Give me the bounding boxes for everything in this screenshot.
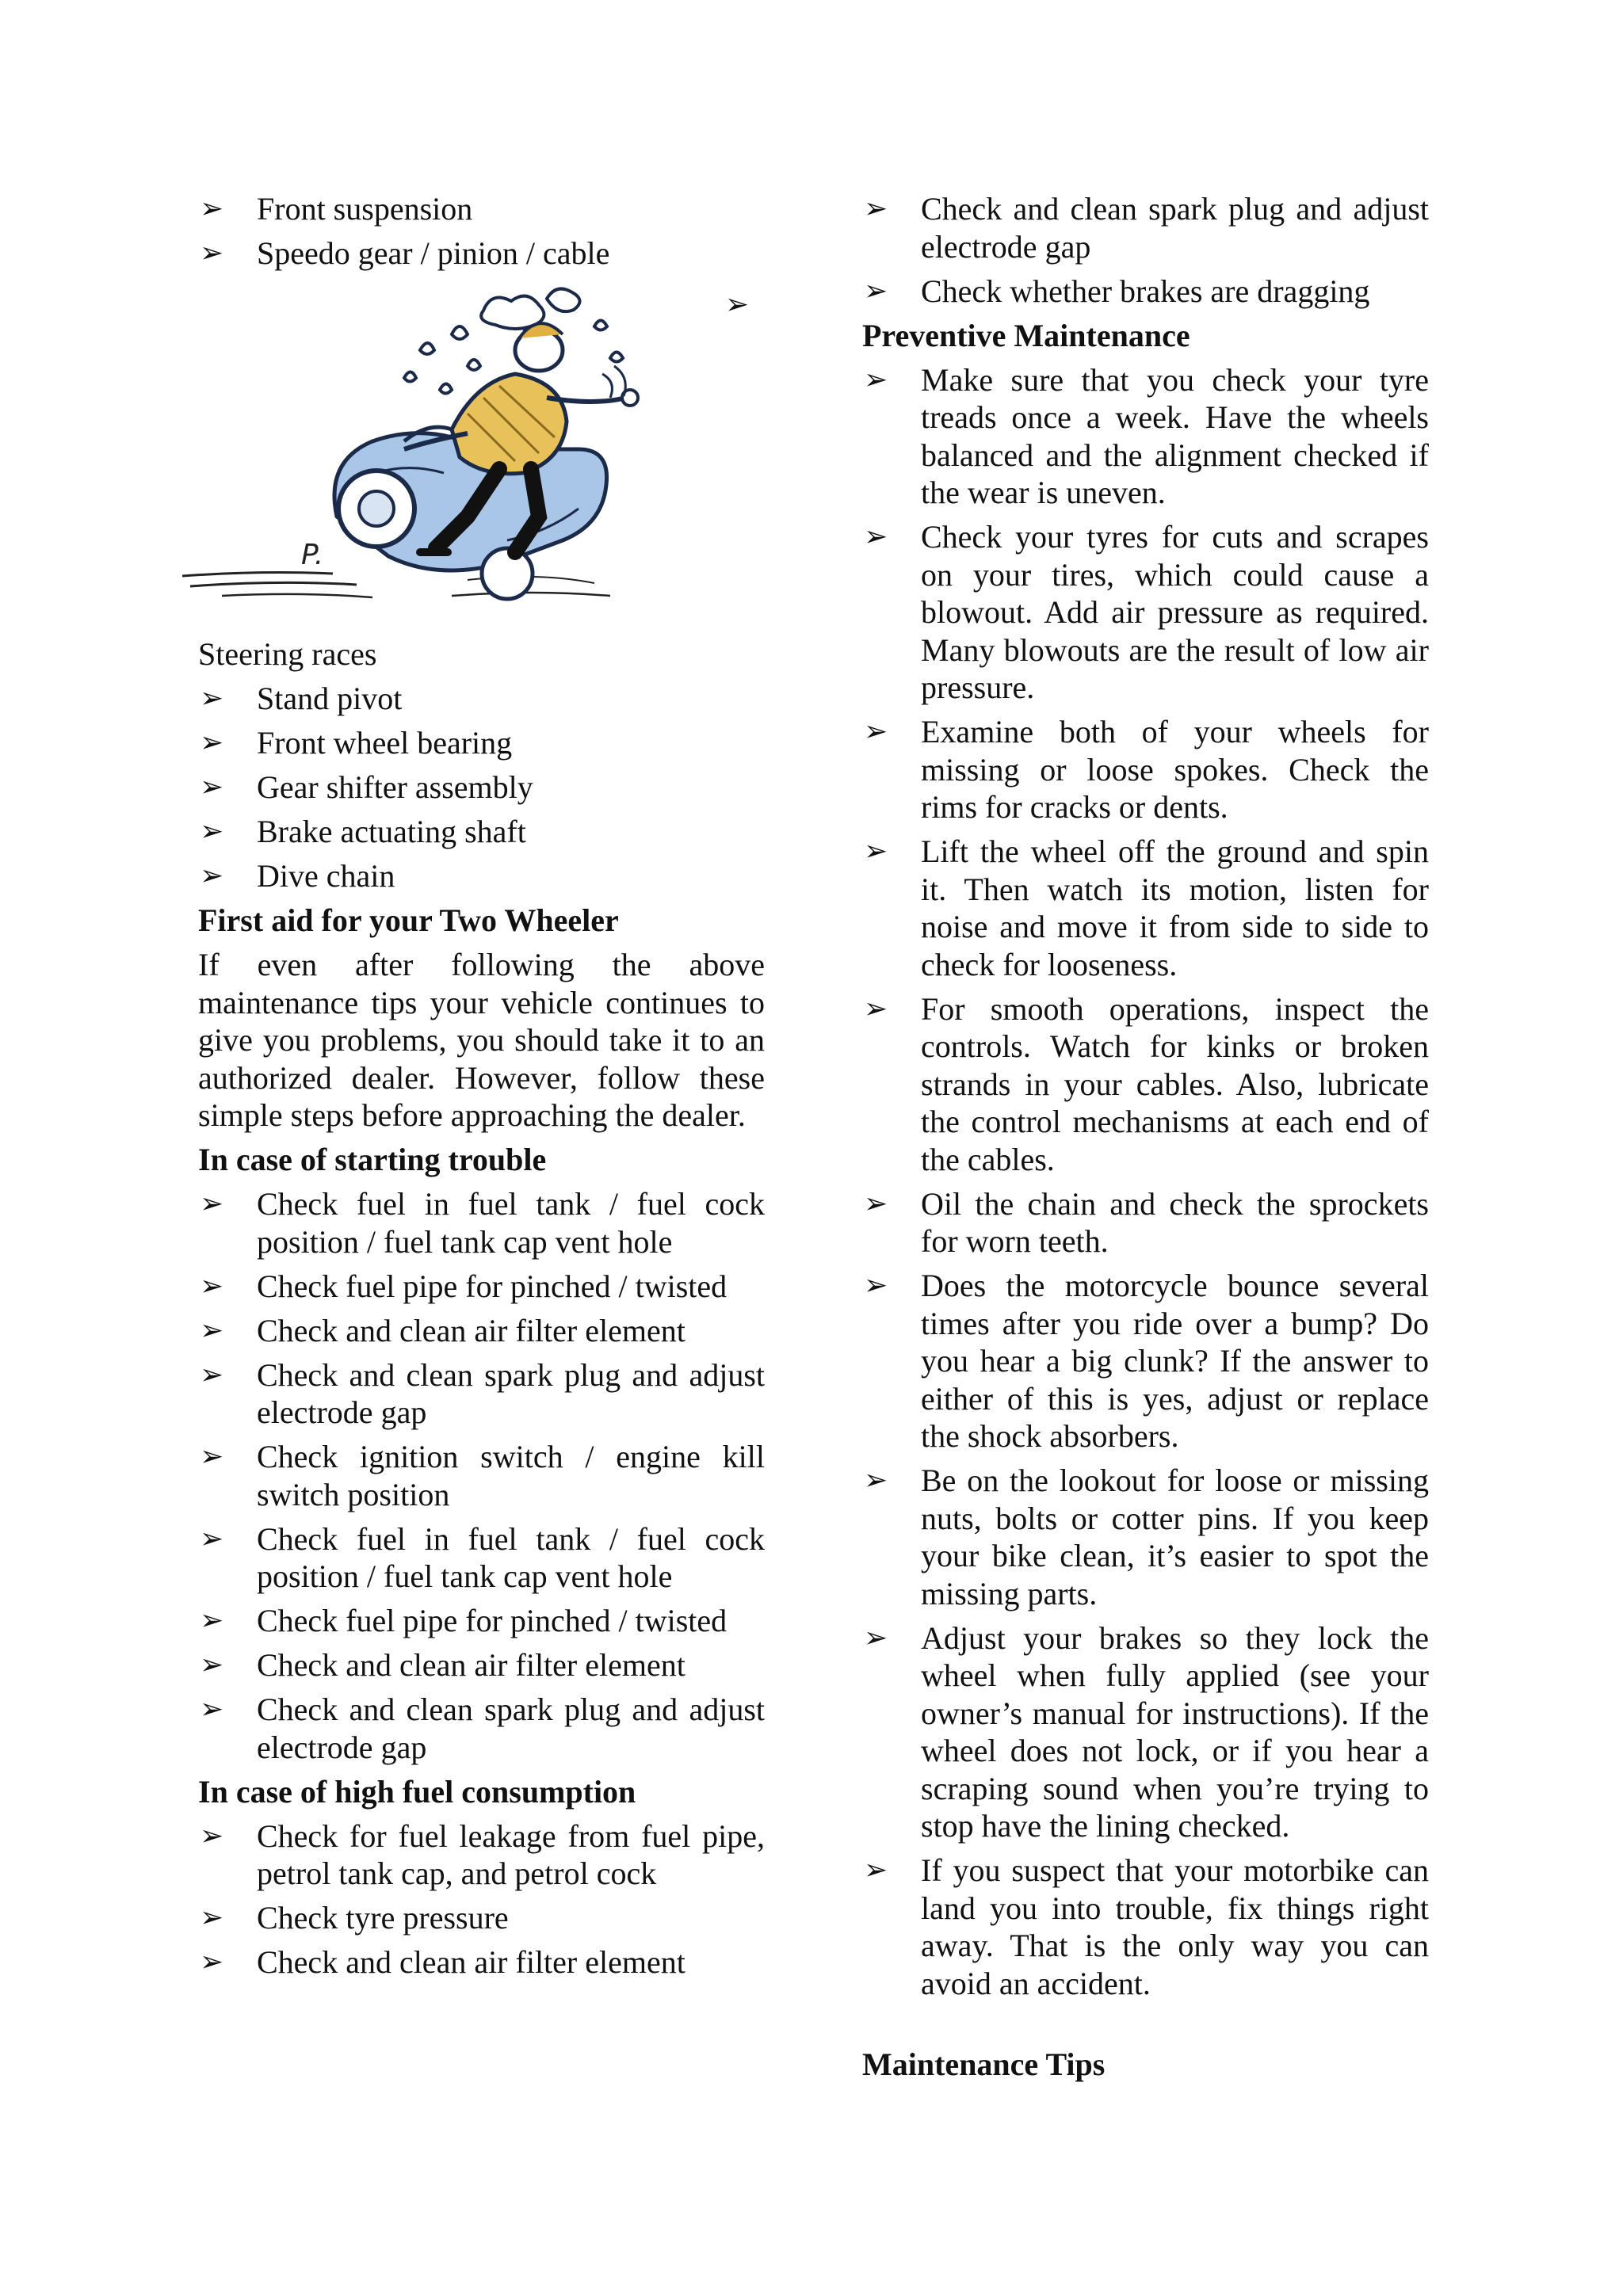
bullet-arrow-icon: ➢ xyxy=(724,288,749,321)
list-item xyxy=(198,235,765,273)
list-item xyxy=(862,1619,1429,1845)
bullet-arrow-icon: ➢ xyxy=(200,860,224,892)
bullet-arrow-icon: ➢ xyxy=(864,363,888,396)
list-item-text: Lift the wheel off the ground and spin it. Then watch its motion, listen for noise and move it from side to side to check for looseness. xyxy=(921,833,1429,982)
first-aid-paragraph: If even after following the above maintenance tips your vehicle continues to give you problems, you should take it to an authorized dealer. However, follow these simple steps before approaching the dealer. xyxy=(198,947,765,1133)
list-item-text: If you suspect that your motorbike can land you into trouble, fix things right away. That is the only way you can avoid an accident. xyxy=(921,1852,1429,2001)
bullet-arrow-icon: ➢ xyxy=(864,835,888,868)
bullet-arrow-icon: ➢ xyxy=(200,1440,224,1473)
list-item-text: Check and clean spark plug and adjust electrode gap xyxy=(921,191,1429,265)
list-item xyxy=(198,724,765,762)
list-item-text: Check and clean spark plug and adjust electrode gap xyxy=(257,1691,765,1765)
list-item-text: Brake actuating shaft xyxy=(257,814,526,849)
list-item xyxy=(862,713,1429,826)
list-item-text: Speedo gear / pinion / cable xyxy=(257,235,610,271)
list-item-text: Check and clean spark plug and adjust electrode gap xyxy=(257,1356,765,1430)
list-item xyxy=(862,518,1429,707)
bullet-arrow-icon: ➢ xyxy=(200,1269,224,1302)
list-item-text: Examine both of your wheels for missing or loose spokes. Check the rims for cracks or dents. xyxy=(921,714,1429,825)
list-item xyxy=(862,361,1429,512)
list-item xyxy=(862,833,1429,983)
list-item xyxy=(198,1943,765,1981)
list-item xyxy=(198,1646,765,1684)
bullet-arrow-icon: ➢ xyxy=(200,1946,224,1978)
list-item-text: Check fuel pipe for pinched / twisted xyxy=(257,1603,727,1638)
list-item-text: Stand pivot xyxy=(257,681,403,716)
list-item xyxy=(198,857,765,895)
list-item xyxy=(198,1602,765,1640)
bullet-arrow-icon: ➢ xyxy=(200,1314,224,1347)
list-item xyxy=(198,680,765,718)
bullet-arrow-icon: ➢ xyxy=(200,237,224,269)
list-item-text: Does the motorcycle bounce several times after you ride over a bump? Do you hear a big clunk? If the answer to either of this is yes, adjust or replace the shock absorbers. xyxy=(921,1268,1429,1454)
maintenance-tips-heading: Maintenance Tips xyxy=(862,2046,1106,2082)
right-column xyxy=(862,190,1429,2090)
bullet-arrow-icon: ➢ xyxy=(864,1269,888,1302)
bullet-arrow-icon: ➢ xyxy=(864,521,888,553)
list-item-text: Check whether brakes are dragging xyxy=(921,273,1370,309)
bullet-arrow-icon: ➢ xyxy=(200,1819,224,1852)
parts-list xyxy=(198,680,765,895)
list-item xyxy=(198,1438,765,1513)
list-item-text: Front suspension xyxy=(257,191,473,227)
list-item xyxy=(862,273,1429,311)
bullet-arrow-icon: ➢ xyxy=(864,1854,888,1886)
bullet-arrow-icon: ➢ xyxy=(200,727,224,759)
list-item xyxy=(862,1852,1429,2002)
preventive-maintenance-list xyxy=(862,361,1429,2003)
right-top-list xyxy=(862,190,1429,310)
first-aid-heading: First aid for your Two Wheeler xyxy=(198,902,619,938)
bullet-arrow-icon: ➢ xyxy=(200,815,224,848)
list-item-text: Check and clean air filter element xyxy=(257,1312,685,1348)
list-item-text: Front wheel bearing xyxy=(257,725,513,761)
list-item-text: Check and clean air filter element xyxy=(257,1647,685,1683)
bullet-arrow-icon: ➢ xyxy=(864,1621,888,1654)
bullet-arrow-icon: ➢ xyxy=(864,715,888,748)
list-item xyxy=(198,1312,765,1350)
list-item xyxy=(198,1268,765,1306)
bullet-arrow-icon: ➢ xyxy=(200,771,224,803)
list-item xyxy=(198,1185,765,1261)
list-item-text: For smooth operations, inspect the controls. Watch for kinks or broken strands in your cables. Also, lubricate the control mechanisms at each end of the cables. xyxy=(921,990,1429,1177)
list-item-text: Dive chain xyxy=(257,858,395,894)
starting-trouble-list xyxy=(198,1185,765,1766)
bullet-arrow-icon: ➢ xyxy=(864,1464,888,1497)
bullet-arrow-icon: ➢ xyxy=(864,193,888,225)
bullet-arrow-icon: ➢ xyxy=(200,1188,224,1220)
list-item xyxy=(198,813,765,851)
fuel-consumption-list xyxy=(198,1817,765,1981)
list-item xyxy=(862,1185,1429,1261)
bullet-arrow-icon: ➢ xyxy=(864,274,888,307)
bullet-arrow-icon: ➢ xyxy=(200,1358,224,1391)
left-top-list xyxy=(198,190,765,273)
list-item-text: Check fuel in fuel tank / fuel cock position / fuel tank cap vent hole xyxy=(257,1520,765,1594)
bullet-arrow-icon: ➢ xyxy=(200,682,224,715)
list-item xyxy=(862,190,1429,265)
list-item xyxy=(862,990,1429,1179)
list-item xyxy=(862,1462,1429,1612)
list-item-text: Check fuel in fuel tank / fuel cock position / fuel tank cap vent hole xyxy=(257,1186,765,1260)
left-column xyxy=(198,190,765,1988)
list-item xyxy=(198,1691,765,1766)
bullet-arrow-icon: ➢ xyxy=(200,1604,224,1637)
list-item xyxy=(198,1817,765,1893)
list-item-text: Check and clean air filter element xyxy=(257,1944,685,1980)
list-item xyxy=(862,1267,1429,1455)
bullet-arrow-icon: ➢ xyxy=(200,193,224,225)
list-item-text: Adjust your brakes so they lock the wheel when fully applied (see your owner’s manual for instructions). If the wheel does not lock, or if you hear a scraping sound when you’re trying to stop have the lining checked. xyxy=(921,1619,1429,1844)
bullet-arrow-icon: ➢ xyxy=(200,1693,224,1726)
list-item xyxy=(198,1899,765,1937)
list-item-text: Make sure that you check your tyre treads once a week. Have the wheels balanced and the alignment checked if the wear is uneven. xyxy=(921,361,1429,510)
list-item-text: Oil the chain and check the sprockets for worn teeth. xyxy=(921,1185,1429,1259)
list-item-text: Be on the lookout for loose or missing nuts, bolts or cotter pins. If you keep your bike clean, it’s easier to spot the missing parts. xyxy=(921,1463,1429,1611)
list-item xyxy=(198,190,765,228)
list-item xyxy=(198,1520,765,1596)
list-item-text: Check tyre pressure xyxy=(257,1900,509,1936)
bullet-arrow-icon: ➢ xyxy=(200,1522,224,1555)
list-item-text: Gear shifter assembly xyxy=(257,769,533,805)
bullet-arrow-icon: ➢ xyxy=(200,1649,224,1681)
fuel-consumption-heading: In case of high fuel consumption xyxy=(198,1773,636,1810)
list-item xyxy=(198,769,765,807)
steering-races-label: Steering races xyxy=(198,636,377,672)
list-item-text: Check ignition switch / engine kill switch position xyxy=(257,1439,765,1512)
list-item-text: Check fuel pipe for pinched / twisted xyxy=(257,1268,727,1304)
bullet-arrow-icon: ➢ xyxy=(864,992,888,1025)
list-item-text: Check your tyres for cuts and scrapes on your tires, which could cause a blowout. Add air pressure as required. Many blowouts are the result of low air pressure. xyxy=(921,519,1429,705)
scooter-rider-cartoon-icon xyxy=(166,279,733,635)
starting-trouble-heading: In case of starting trouble xyxy=(198,1142,547,1177)
scooter-illustration xyxy=(166,279,749,635)
list-item xyxy=(198,1356,765,1432)
svg-text:P.: P. xyxy=(301,539,324,571)
list-item-text: Check for fuel leakage from fuel pipe, petrol tank cap, and petrol cock xyxy=(257,1817,765,1891)
bullet-arrow-icon: ➢ xyxy=(200,1901,224,1934)
preventive-maintenance-heading: Preventive Maintenance xyxy=(862,317,1190,353)
bullet-arrow-icon: ➢ xyxy=(864,1187,888,1220)
